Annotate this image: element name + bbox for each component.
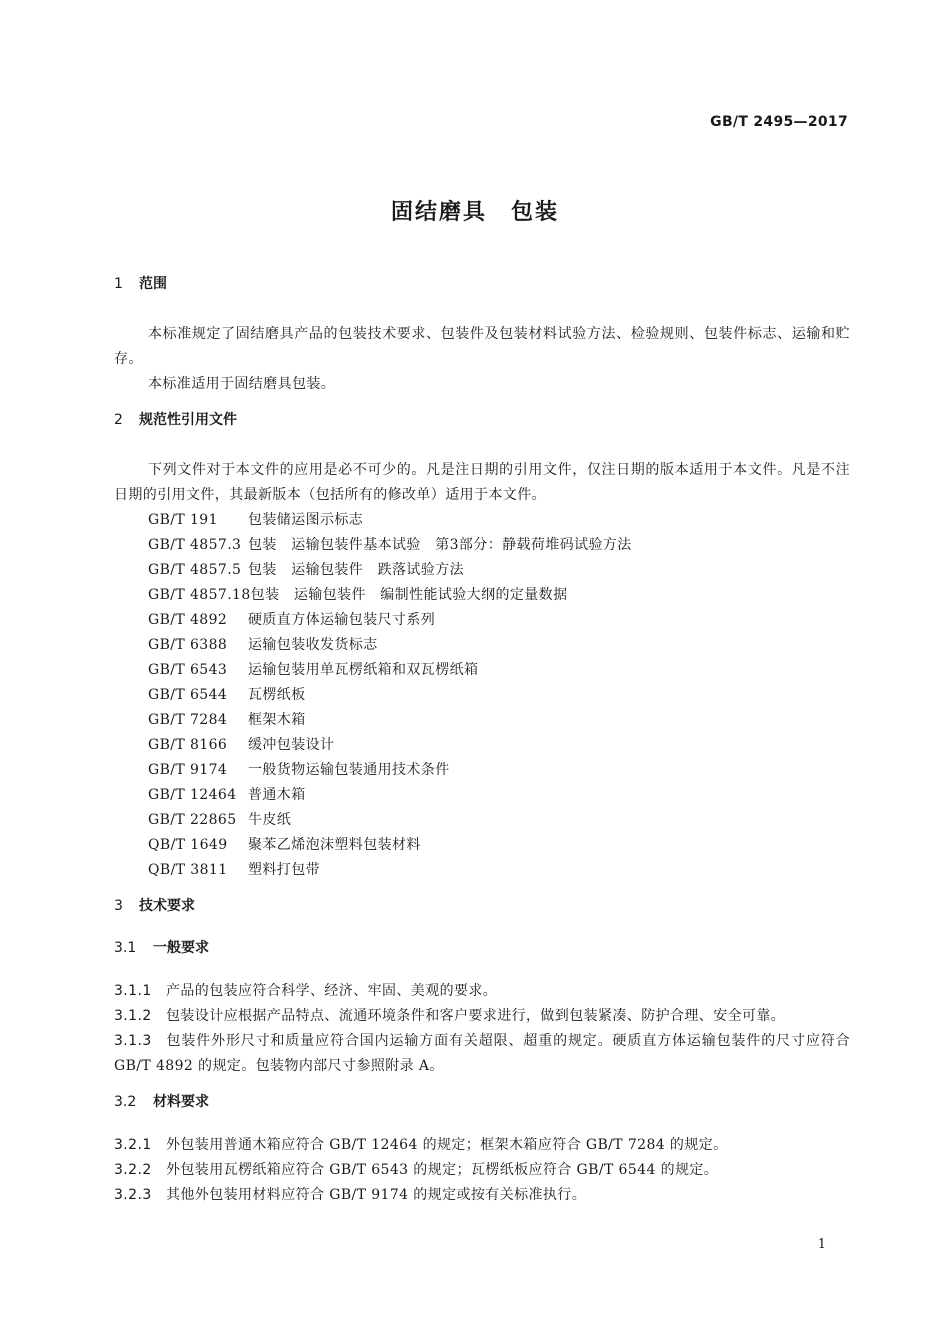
clause-number: 3.2.3 [114,1187,152,1203]
reference-item [114,708,850,733]
reference-code: GB/T 6543 [148,662,228,678]
clause-number: 3.1.3 [114,1033,152,1049]
reference-title: 运输包装用单瓦楞纸箱和双瓦楞纸箱 [248,662,479,678]
reference-item [114,608,850,633]
clause [114,1029,850,1079]
subsection-title: 一般要求 [153,940,209,956]
subsection-title: 材料要求 [153,1094,209,1110]
reference-item [114,808,850,833]
reference-item [114,558,850,583]
section-number: 3 [114,898,123,914]
reference-title: 普通木箱 [248,787,306,803]
reference-code: QB/T 3811 [148,862,228,878]
section-3-heading [114,895,850,917]
section-1-heading [114,273,850,295]
reference-code: GB/T 4857.18 [148,587,251,603]
reference-item [114,683,850,708]
clause [114,1183,850,1208]
reference-title: 一般货物运输包装通用技术条件 [248,762,450,778]
reference-code: GB/T 22865 [148,812,237,828]
reference-title: 运输包装收发货标志 [248,637,378,653]
reference-item [114,583,850,608]
clause [114,979,850,1004]
reference-code: GB/T 4857.5 [148,562,242,578]
reference-item [114,783,850,808]
clause-text: 包装设计应根据产品特点、流通环境条件和客户要求进行，做到包装紧凑、防护合理、安全可靠。 [166,1008,786,1024]
section-title: 技术要求 [139,898,195,914]
reference-code: GB/T 12464 [148,787,237,803]
reference-title: 牛皮纸 [248,812,292,828]
clause-text: 外包装用瓦楞纸箱应符合 GB/T 6543 的规定；瓦楞纸板应符合 GB/T 6544 的规定。 [166,1162,719,1178]
section-title: 范围 [139,276,167,292]
clause-number: 3.1.2 [114,1008,152,1024]
reference-item [114,758,850,783]
clause [114,1158,850,1183]
subsection-number: 3.1 [114,940,137,956]
reference-code: QB/T 1649 [148,837,228,853]
reference-code: GB/T 191 [148,512,218,528]
reference-title: 包装 运输包装件基本试验 第3部分：静载荷堆码试验方法 [248,537,632,553]
page-number: 1 [817,1237,826,1252]
subsection-3-2-heading [114,1091,850,1113]
section-title: 规范性引用文件 [139,412,237,428]
reference-title: 瓦楞纸板 [248,687,306,703]
reference-code: GB/T 4857.3 [148,537,242,553]
reference-item [114,658,850,683]
reference-title: 硬质直方体运输包装尺寸系列 [248,612,436,628]
document-body [114,273,850,1208]
reference-item [114,833,850,858]
reference-title: 缓冲包装设计 [248,737,335,753]
reference-item [114,633,850,658]
standard-code: GB/T 2495—2017 [710,114,848,130]
subsection-number: 3.2 [114,1094,137,1110]
paragraph: 本标准适用于固结磨具包装。 [148,376,336,392]
section-number: 1 [114,276,123,292]
reference-title: 框架木箱 [248,712,306,728]
clause-text: 产品的包装应符合科学、经济、牢固、美观的要求。 [166,983,498,999]
reference-code: GB/T 6388 [148,637,228,653]
reference-title: 聚苯乙烯泡沫塑料包装材料 [248,837,421,853]
section-2-heading [114,409,850,431]
clause-number: 3.1.1 [114,983,152,999]
clause [114,1004,850,1029]
clause [114,1133,850,1158]
clause-text: 包装件外形尺寸和质量应符合国内运输方面有关超限、超重的规定。硬质直方体运输包装件的尺寸应符合 GB/T 4892 的规定。包装物内部尺寸参照附录 A。 [114,1033,850,1074]
reference-title: 塑料打包带 [248,862,320,878]
section-number: 2 [114,412,123,428]
reference-item [114,508,850,533]
reference-title: 包装 运输包装件 编制性能试验大纲的定量数据 [250,587,568,603]
reference-code: GB/T 8166 [148,737,228,753]
reference-item [114,533,850,558]
clause-number: 3.2.1 [114,1137,152,1153]
reference-code: GB/T 9174 [148,762,228,778]
reference-item [114,733,850,758]
reference-code: GB/T 4892 [148,612,228,628]
reference-item [114,858,850,883]
clause-text: 外包装用普通木箱应符合 GB/T 12464 的规定；框架木箱应符合 GB/T 7284 的规定。 [166,1137,728,1153]
reference-code: GB/T 6544 [148,687,228,703]
paragraph: 下列文件对于本文件的应用是必不可少的。凡是注日期的引用文件，仅注日期的版本适用于本文件。凡是不注日期的引用文件，其最新版本（包括所有的修改单）适用于本文件。 [114,462,850,503]
reference-title: 包装储运图示标志 [248,512,364,528]
reference-title: 包装 运输包装件 跌落试验方法 [248,562,464,578]
document-title: 固结磨具 包装 [390,200,559,225]
paragraph: 本标准规定了固结磨具产品的包装技术要求、包装件及包装材料试验方法、检验规则、包装件标志、运输和贮存。 [114,326,850,367]
reference-code: GB/T 7284 [148,712,228,728]
subsection-3-1-heading [114,937,850,959]
clause-text: 其他外包装用材料应符合 GB/T 9174 的规定或按有关标准执行。 [166,1187,587,1203]
clause-number: 3.2.2 [114,1162,152,1178]
